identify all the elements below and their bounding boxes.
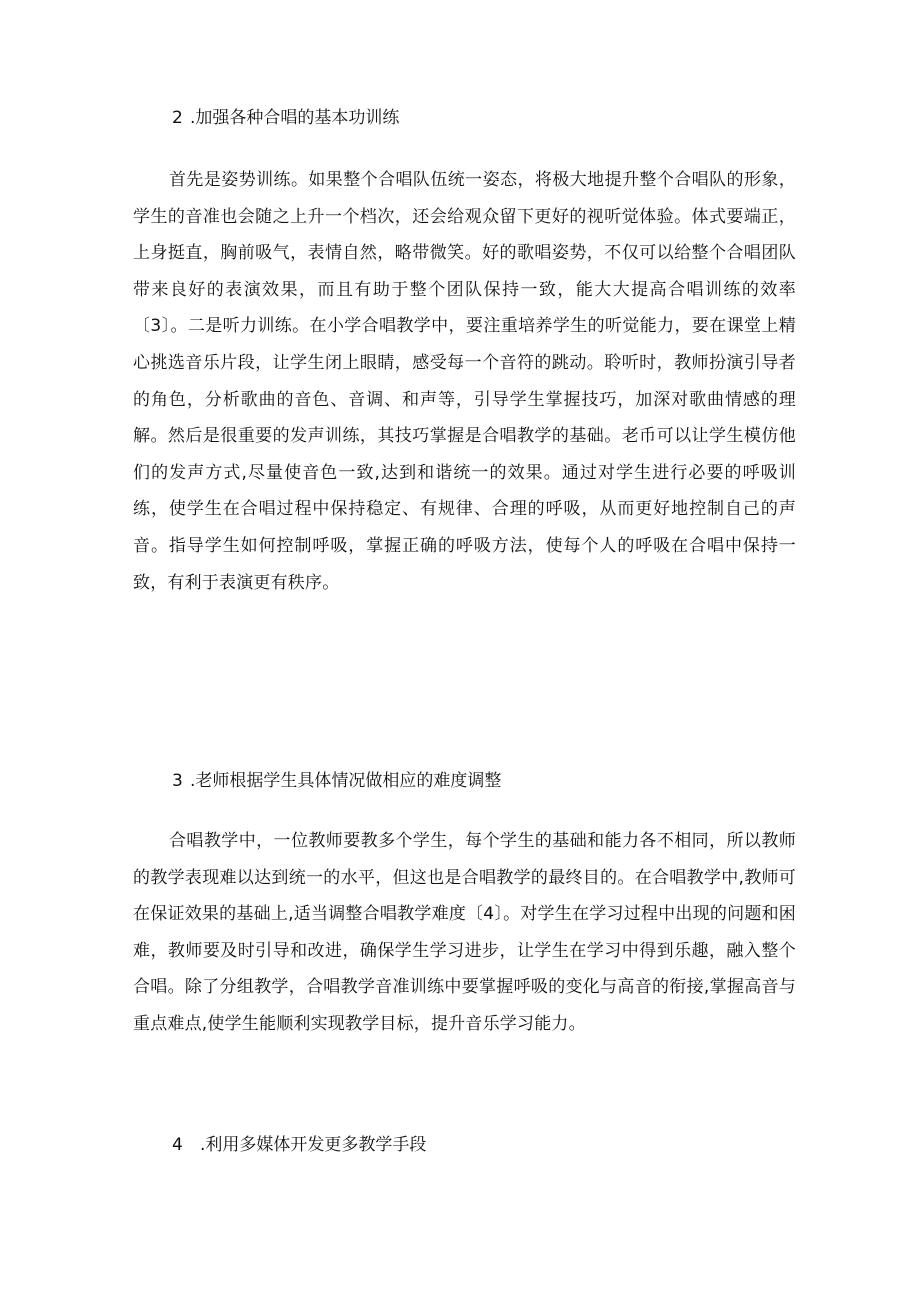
section-heading-3 <box>172 769 501 793</box>
section-number: 3 <box>172 771 183 791</box>
section-number: 2 <box>172 108 183 128</box>
section-title: .老师根据学生具体情况做相应的难度调整 <box>190 771 502 791</box>
section-title: .利用多媒体开发更多教学手段 <box>200 1135 427 1155</box>
section-paragraph-2: 首先是姿势训练。如果整个合唱队伍统一姿态，将极大地提升整个合唱队的形象，学生的音准也会随之上升一个档次，还会给观众留下更好的视听觉体验。体式要端正，上身挺直，胸前吸气，表情自然，略带微笑。好的歌唱姿势，不仅可以给整个合唱团队带来良好的表演效果，而且有助于整个团队保持一致，能大大提高合唱训练的效率〔3〕。二是听力训练。在小学合唱教学中，要注重培养学生的听觉能力，要在课堂上精心挑选音乐片段，让学生闭上眼睛，感受每一个音符的跳动。聆听时，教师扮演引导者的角色，分析歌曲的音色、音调、和声等，引导学生掌握技巧，加深对歌曲情感的理解。然后是很重要的发声训练，其技巧掌握是合唱教学的基础。老币可以让学生模仿他们的发声方式,尽量使音色一致,达到和谐统一的效果。通过对学生进行必要的呼吸训练，使学生在合唱过程中保持稳定、有规律、合理的呼吸，从而更好地控制自己的声音。指导学生如何控制呼吸，掌握正确的呼吸方法，使每个人的呼吸在合唱中保持一致，有利于表演更有秩序。 <box>133 170 796 593</box>
section-paragraph-3: 合唱教学中，一位教师要教多个学生，每个学生的基础和能力各不相同，所以教师的教学表现难以达到统一的水平，但这也是合唱教学的最终目的。在合唱教学中,教师可在保证效果的基础上,适当调整合唱教学难度〔4〕。对学生在学习过程中出现的问题和困难，教师要及时引导和改进，确保学生学习进步，让学生在学习中得到乐趣，融入整个合唱。除了分组教学，合唱教学音准训练中要掌握呼吸的变化与高音的衔接,掌握高音与重点难点,使学生能顺利实现教学目标，提升音乐学习能力。 <box>133 831 796 1034</box>
section-number: 4 <box>172 1135 183 1155</box>
section-heading-4 <box>172 1133 426 1157</box>
section-title: .加强各种合唱的基本功训练 <box>190 108 400 128</box>
section-heading-2 <box>172 106 399 130</box>
